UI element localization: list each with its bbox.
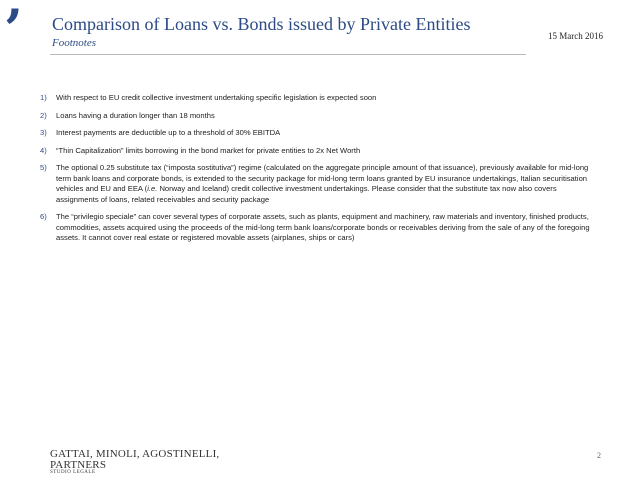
firm-name-line2: PARTNERS <box>50 459 107 471</box>
footnote-number: 3) <box>40 128 47 137</box>
footnote-item <box>40 163 600 205</box>
footnote-text: The optional 0.25 substitute tax (“imposta sostitutiva”) regime (calculated on the aggregate principle amount of that issuance), previously available for mid-long term bank loans and corporate bonds, is extended to the security package for mid-long term loans granted by EU insurance undertakings, Italian securitisation vehicles and EU and EEA (i.e. Norway and Iceland) credit collective investment undertakings. Please consider that the substitute tax now also covers assignments of loans, related receivables and security package <box>56 163 589 204</box>
footnote-number: 6) <box>40 212 47 221</box>
footnote-item <box>40 212 600 244</box>
footnote-item <box>40 111 600 122</box>
footnote-item <box>40 128 600 139</box>
footnotes-list <box>40 93 600 251</box>
footnote-item <box>40 146 600 157</box>
page-number: 2 <box>597 451 601 460</box>
header-divider <box>50 54 526 55</box>
document-date: 15 March 2016 <box>548 31 603 41</box>
footnote-text: Loans having a duration longer than 18 months <box>56 110 215 120</box>
footnote-number: 1) <box>40 93 47 102</box>
firm-name-line1: GATTAI, MINOLI, AGOSTINELLI, <box>50 448 220 460</box>
footnote-item <box>40 93 600 104</box>
firm-tagline: STUDIO LEGALE <box>50 470 96 475</box>
footnote-number: 2) <box>40 110 47 120</box>
page-subtitle: Footnotes <box>52 37 96 49</box>
footnote-text: “Thin Capitalization” limits borrowing in the bond market for private entities to 2x Net Worth <box>56 145 361 155</box>
footnote-text: The “privilegio speciale” can cover several types of corporate assets, such as plants, equipment and machinery, raw materials and inventory, finished products, commodities, assets acquired using the proceeds of the mid-long term bank loans/corporate bonds or receivables deriving from the sale of any of the foregoing assets. It cannot cover real estate or registered movable assets (airplanes, ships or cars) <box>56 212 590 242</box>
footnote-number: 5) <box>40 163 47 172</box>
firm-logo-mark: ’ <box>4 0 23 61</box>
footnote-text: With respect to EU credit collective investment undertaking specific legislation is expected soon <box>56 93 377 102</box>
page-title: Comparison of Loans vs. Bonds issued by Private Entities <box>52 14 471 34</box>
firm-logo <box>50 449 219 476</box>
footnote-number: 4) <box>40 145 47 155</box>
footnote-text: Interest payments are deductible up to a threshold of 30% EBITDA <box>56 128 281 137</box>
